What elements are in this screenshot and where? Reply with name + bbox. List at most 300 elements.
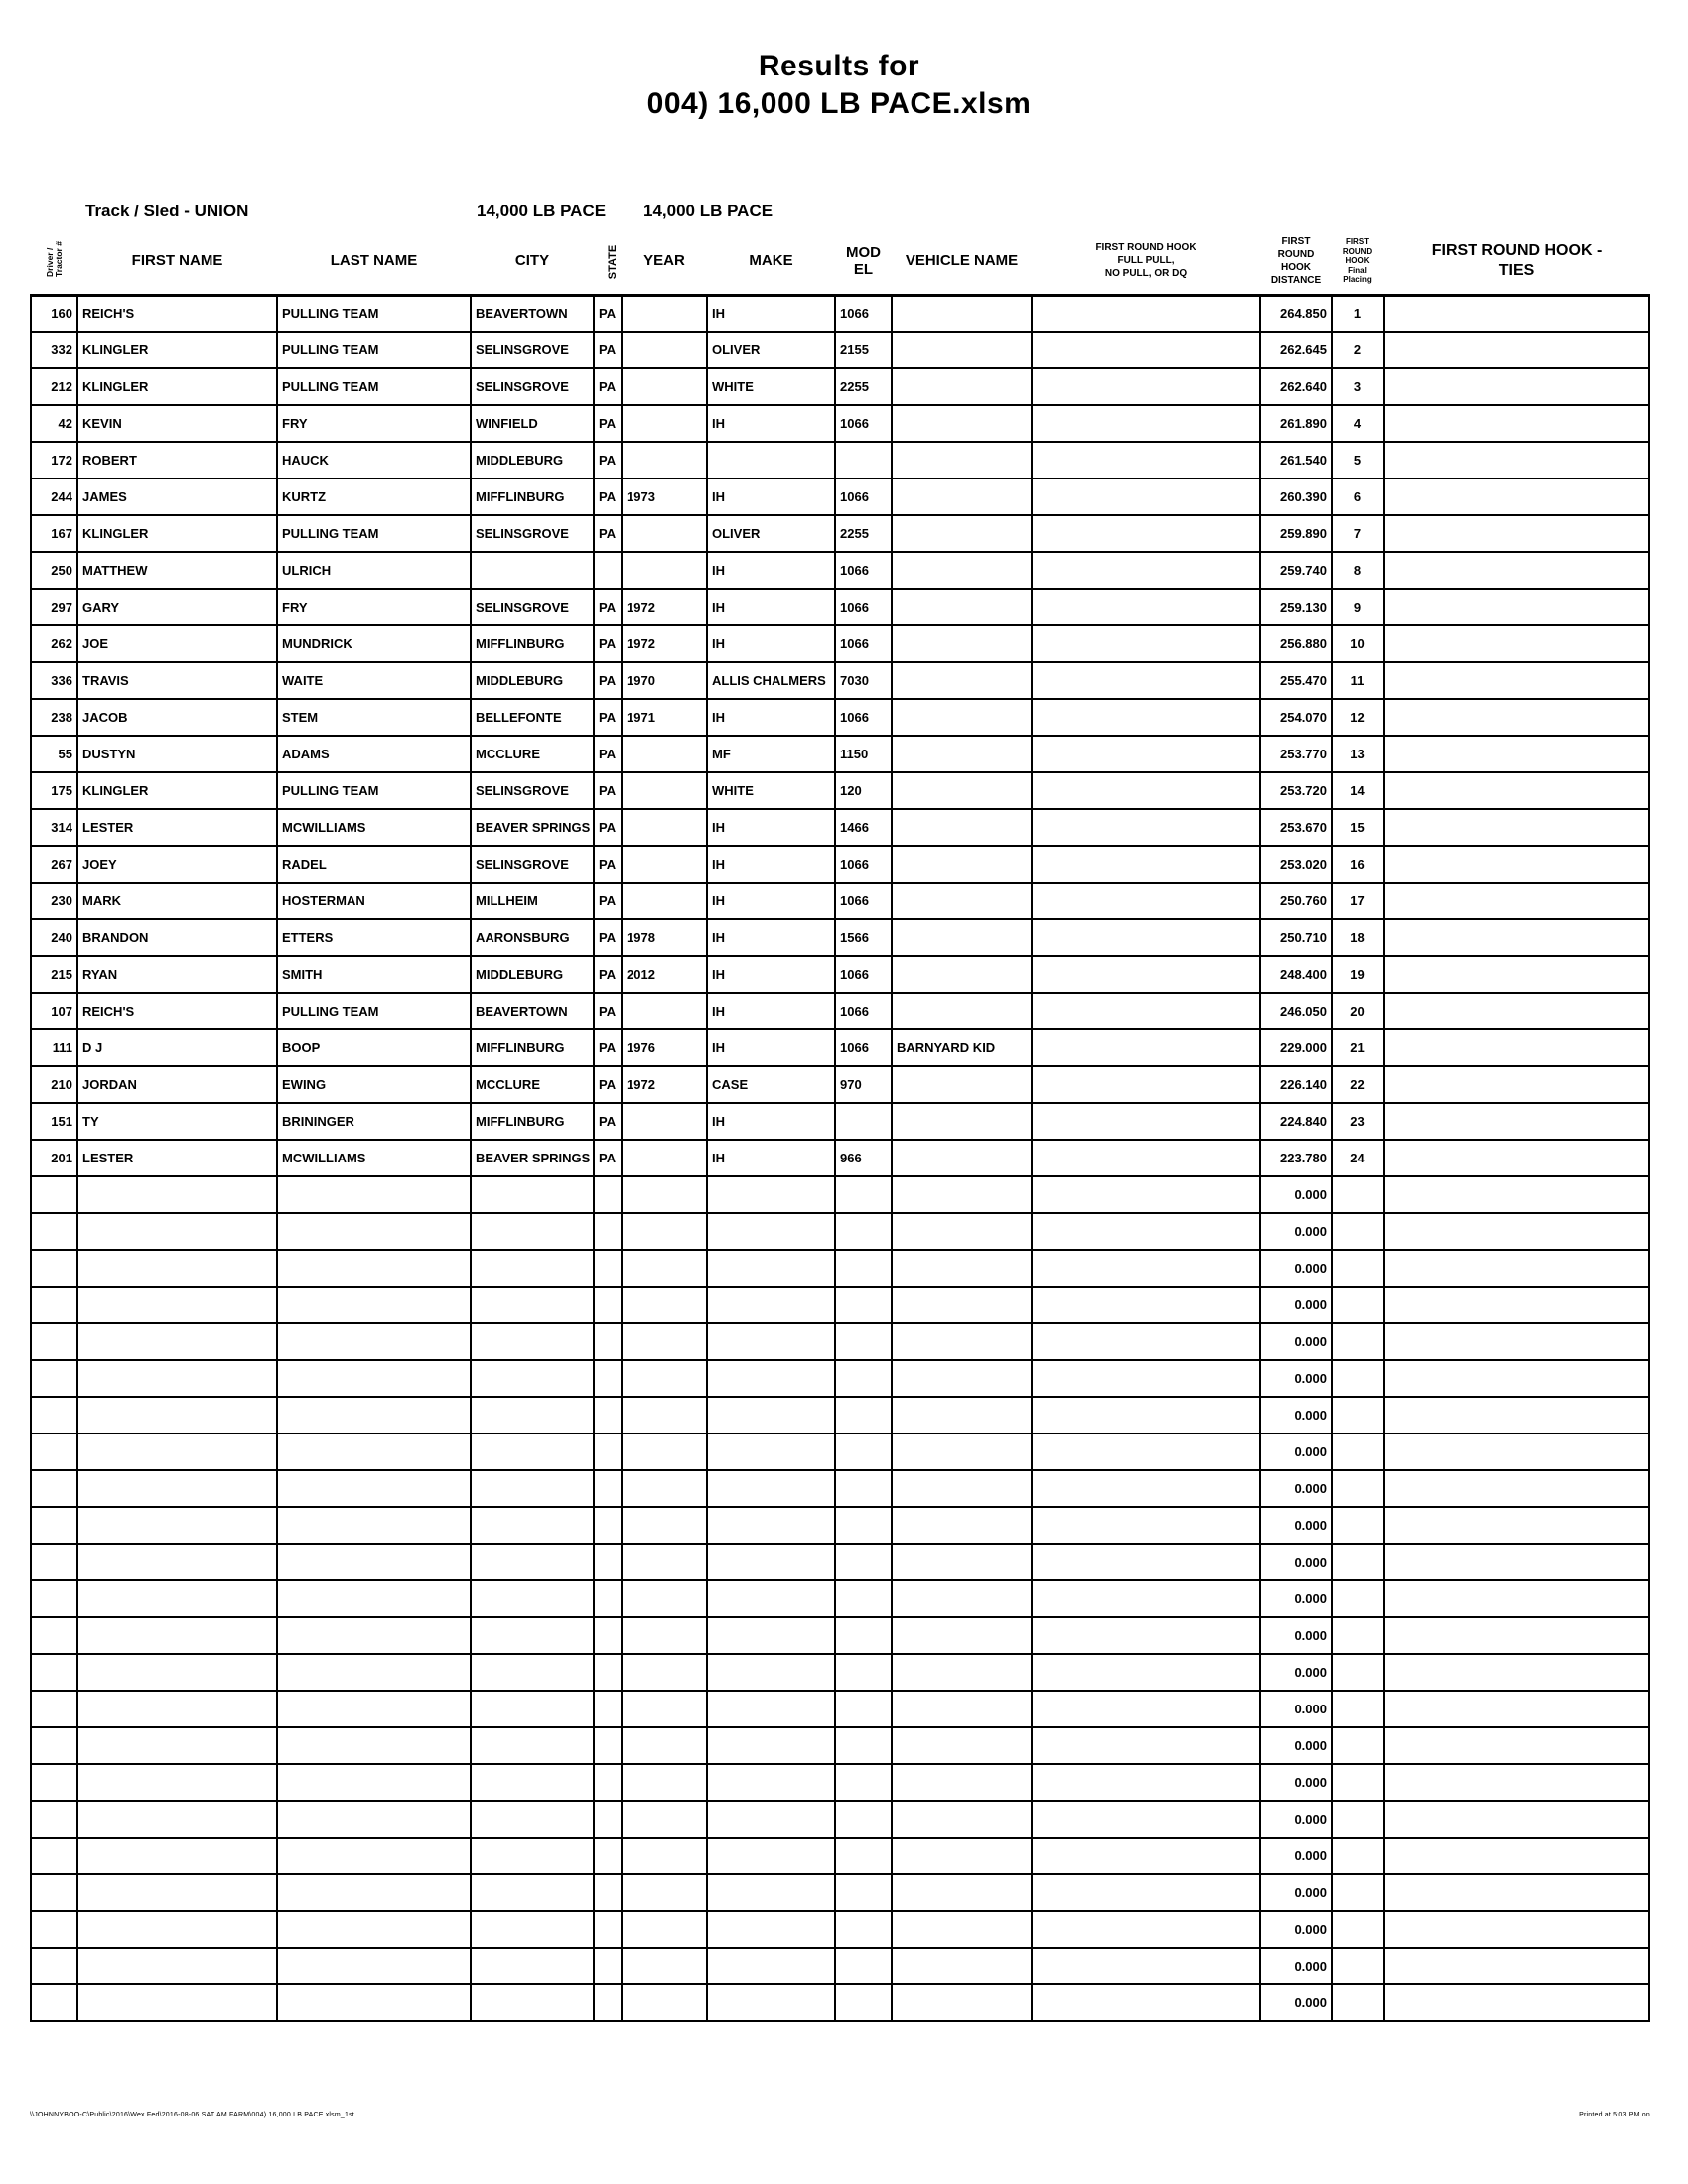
cell-state [594,1360,622,1397]
ties-label-line2: TIES [1498,261,1535,279]
cell-state [594,1838,622,1874]
cell-city: BEAVERTOWN [471,993,594,1029]
table-row [31,1140,1649,1176]
cell-first-name [77,1617,277,1654]
cell-model [835,1250,892,1287]
cell-city: MIFFLINBURG [471,1029,594,1066]
cell-make [707,1397,835,1433]
cell-first-round-hook-ties [1384,1029,1649,1066]
cell-model: 1066 [835,478,892,515]
cell-make: CASE [707,1066,835,1103]
table-row-empty [31,1801,1649,1838]
cell-driver-number [31,1617,77,1654]
cell-vehicle-name [892,1213,1032,1250]
cell-city: SELINSGROVE [471,368,594,405]
cell-year [622,1801,707,1838]
table-row-empty [31,1213,1649,1250]
cell-first-round-hook-placing: 18 [1332,919,1384,956]
cell-state [594,1654,622,1691]
cell-model: 1066 [835,1029,892,1066]
cell-make [707,1433,835,1470]
cell-make: IH [707,699,835,736]
cell-last-name: PULLING TEAM [277,993,471,1029]
cell-driver-number [31,1984,77,2021]
cell-first-round-hook-placing [1332,1323,1384,1360]
cell-first-round-hook-ties [1384,1874,1649,1911]
cell-first-round-hook-ties [1384,368,1649,405]
cell-first-name: KEVIN [77,405,277,442]
cell-first-round-hook-ties [1384,1727,1649,1764]
cell-make: IH [707,552,835,589]
cell-first-round-hook-result [1032,442,1260,478]
cell-vehicle-name [892,625,1032,662]
cell-first-round-hook-ties [1384,589,1649,625]
cell-first-round-hook-ties [1384,1507,1649,1544]
cell-driver-number: 210 [31,1066,77,1103]
cell-city: SELINSGROVE [471,772,594,809]
cell-year [622,1691,707,1727]
cell-model: 970 [835,1066,892,1103]
cell-year [622,405,707,442]
cell-first-round-hook-result [1032,1948,1260,1984]
cell-vehicle-name [892,1287,1032,1323]
cell-year [622,993,707,1029]
cell-state [594,1801,622,1838]
cell-year: 1978 [622,919,707,956]
cell-first-round-hook-distance: 226.140 [1260,1066,1332,1103]
cell-city [471,1397,594,1433]
cell-state [594,1874,622,1911]
cell-make [707,1176,835,1213]
full-pull-label-line3: NO PULL, OR DQ [1104,268,1188,280]
cell-first-round-hook-result [1032,1213,1260,1250]
cell-model: 1066 [835,625,892,662]
cell-first-round-hook-placing: 11 [1332,662,1384,699]
cell-state [594,1617,622,1654]
table-row-empty [31,1323,1649,1360]
cell-driver-number: 167 [31,515,77,552]
cell-vehicle-name [892,589,1032,625]
header-state [594,228,622,295]
cell-year [622,772,707,809]
cell-city: AARONSBURG [471,919,594,956]
table-row [31,442,1649,478]
placing-label-line1: FIRST [1345,237,1370,246]
cell-state [594,1397,622,1433]
cell-driver-number: 160 [31,295,77,332]
table-row [31,699,1649,736]
cell-year [622,1507,707,1544]
table-row-empty [31,1727,1649,1764]
cell-first-name [77,1911,277,1948]
cell-make: MF [707,736,835,772]
full-pull-label-line2: FULL PULL, [1117,255,1175,267]
cell-first-round-hook-result [1032,993,1260,1029]
cell-year [622,1580,707,1617]
cell-state: PA [594,295,622,332]
cell-first-round-hook-distance: 253.770 [1260,736,1332,772]
cell-first-round-hook-distance: 250.760 [1260,883,1332,919]
cell-first-round-hook-distance: 0.000 [1260,1617,1332,1654]
cell-make [707,1764,835,1801]
cell-first-round-hook-distance: 260.390 [1260,478,1332,515]
cell-last-name [277,1801,471,1838]
cell-first-name: LESTER [77,1140,277,1176]
table-row-empty [31,1580,1649,1617]
table-row [31,809,1649,846]
cell-last-name: FRY [277,589,471,625]
cell-vehicle-name [892,993,1032,1029]
cell-city: MIDDLEBURG [471,442,594,478]
cell-first-round-hook-ties [1384,1580,1649,1617]
cell-make: IH [707,1029,835,1066]
cell-make [707,1691,835,1727]
cell-first-round-hook-result [1032,1580,1260,1617]
table-row-empty [31,1984,1649,2021]
cell-first-name [77,1250,277,1287]
cell-first-round-hook-distance: 253.020 [1260,846,1332,883]
cell-first-round-hook-result [1032,625,1260,662]
cell-first-round-hook-ties [1384,1764,1649,1801]
cell-first-round-hook-ties [1384,1397,1649,1433]
cell-last-name: STEM [277,699,471,736]
cell-first-round-hook-ties [1384,699,1649,736]
cell-first-round-hook-result [1032,846,1260,883]
cell-model: 1066 [835,295,892,332]
cell-city [471,1801,594,1838]
header-first-round-hook-placing [1332,228,1384,295]
cell-vehicle-name [892,295,1032,332]
cell-model [835,1984,892,2021]
cell-first-round-hook-distance: 250.710 [1260,919,1332,956]
cell-first-name: JAMES [77,478,277,515]
cell-first-round-hook-placing [1332,1727,1384,1764]
table-row-empty [31,1544,1649,1580]
cell-last-name [277,1176,471,1213]
header-city: CITY [471,228,594,295]
cell-model [835,1287,892,1323]
cell-driver-number: 336 [31,662,77,699]
cell-first-round-hook-result [1032,1470,1260,1507]
cell-city [471,1470,594,1507]
cell-state: PA [594,478,622,515]
cell-last-name: ADAMS [277,736,471,772]
driver-label-line1: Driver / [44,247,55,278]
cell-first-round-hook-placing [1332,1580,1384,1617]
cell-first-round-hook-placing: 1 [1332,295,1384,332]
cell-first-round-hook-result [1032,1507,1260,1544]
cell-first-round-hook-distance: 0.000 [1260,1727,1332,1764]
cell-year: 1972 [622,589,707,625]
cell-driver-number [31,1323,77,1360]
cell-first-round-hook-ties [1384,1654,1649,1691]
cell-first-round-hook-ties [1384,1617,1649,1654]
cell-first-round-hook-distance: 256.880 [1260,625,1332,662]
cell-make: IH [707,1103,835,1140]
cell-driver-number [31,1360,77,1397]
cell-driver-number: 107 [31,993,77,1029]
class-label-2: 14,000 LB PACE [643,202,774,220]
cell-first-round-hook-placing [1332,1874,1384,1911]
cell-year [622,1911,707,1948]
cell-city: SELINSGROVE [471,589,594,625]
cell-make: IH [707,919,835,956]
cell-year [622,1250,707,1287]
cell-first-name: JACOB [77,699,277,736]
cell-first-round-hook-ties [1384,956,1649,993]
cell-make [707,1654,835,1691]
cell-first-round-hook-ties [1384,919,1649,956]
cell-state [594,1287,622,1323]
cell-first-round-hook-ties [1384,993,1649,1029]
cell-year [622,368,707,405]
cell-make [707,1984,835,2021]
cell-first-round-hook-distance: 0.000 [1260,1801,1332,1838]
cell-make: IH [707,295,835,332]
cell-last-name: HAUCK [277,442,471,478]
cell-first-round-hook-placing [1332,1764,1384,1801]
cell-vehicle-name [892,1433,1032,1470]
cell-driver-number: 42 [31,405,77,442]
cell-first-round-hook-distance: 0.000 [1260,1654,1332,1691]
cell-first-round-hook-result [1032,1433,1260,1470]
cell-driver-number: 111 [31,1029,77,1066]
driver-tractor-rotated-label [46,241,64,277]
cell-first-round-hook-distance: 264.850 [1260,295,1332,332]
cell-year [622,1360,707,1397]
cell-state [594,1984,622,2021]
cell-make: WHITE [707,772,835,809]
cell-state: PA [594,662,622,699]
cell-driver-number [31,1470,77,1507]
cell-driver-number: 332 [31,332,77,368]
cell-city [471,1433,594,1470]
cell-year [622,1544,707,1580]
cell-model [835,1911,892,1948]
cell-model [835,442,892,478]
cell-state [594,1544,622,1580]
cell-city: MCCLURE [471,736,594,772]
class-label-1: 14,000 LB PACE [477,202,607,220]
cell-last-name: KURTZ [277,478,471,515]
header-first-round-hook-result [1032,228,1260,295]
cell-state: PA [594,956,622,993]
cell-driver-number: 151 [31,1103,77,1140]
cell-vehicle-name [892,1250,1032,1287]
cell-state: PA [594,1066,622,1103]
cell-driver-number [31,1287,77,1323]
cell-city: BEAVER SPRINGS [471,809,594,846]
cell-first-round-hook-placing: 4 [1332,405,1384,442]
cell-first-round-hook-result [1032,1397,1260,1433]
distance-label-line3: HOOK [1281,261,1311,273]
cell-first-round-hook-ties [1384,1801,1649,1838]
cell-first-round-hook-result [1032,1287,1260,1323]
placing-label-line5: Placing [1343,275,1372,284]
cell-state: PA [594,699,622,736]
cell-last-name [277,1213,471,1250]
cell-first-round-hook-ties [1384,1838,1649,1874]
cell-year [622,1213,707,1250]
cell-make [707,1580,835,1617]
cell-city [471,1874,594,1911]
cell-first-round-hook-ties [1384,332,1649,368]
cell-state: PA [594,736,622,772]
cell-last-name [277,1764,471,1801]
cell-year: 2012 [622,956,707,993]
cell-make: WHITE [707,368,835,405]
cell-city [471,1176,594,1213]
header-vehicle-name: VEHICLE NAME [892,228,1032,295]
cell-first-round-hook-ties [1384,478,1649,515]
cell-first-round-hook-distance: 0.000 [1260,1507,1332,1544]
cell-first-round-hook-ties [1384,1323,1649,1360]
placing-label-line4: Final [1348,265,1367,275]
cell-first-round-hook-result [1032,1727,1260,1764]
cell-first-round-hook-result [1032,1140,1260,1176]
cell-last-name [277,1617,471,1654]
cell-last-name: PULLING TEAM [277,515,471,552]
cell-driver-number: 250 [31,552,77,589]
driver-label-line2: Tractor # [53,241,64,278]
cell-city [471,1948,594,1984]
cell-driver-number: 267 [31,846,77,883]
cell-first-round-hook-placing: 21 [1332,1029,1384,1066]
table-row [31,956,1649,993]
cell-first-name [77,1287,277,1323]
cell-first-round-hook-placing [1332,1360,1384,1397]
cell-year: 1973 [622,478,707,515]
cell-year [622,1948,707,1984]
cell-first-round-hook-result [1032,478,1260,515]
cell-first-round-hook-distance: 0.000 [1260,1580,1332,1617]
cell-first-round-hook-placing: 15 [1332,809,1384,846]
header-year: YEAR [622,228,707,295]
cell-make [707,1727,835,1764]
cell-first-name: TRAVIS [77,662,277,699]
table-row [31,662,1649,699]
cell-first-round-hook-distance: 0.000 [1260,1287,1332,1323]
cell-first-round-hook-distance: 0.000 [1260,1764,1332,1801]
cell-first-name [77,1764,277,1801]
table-row-empty [31,1654,1649,1691]
cell-first-round-hook-ties [1384,772,1649,809]
cell-first-round-hook-result [1032,1544,1260,1580]
cell-first-name [77,1323,277,1360]
table-row-empty [31,1176,1649,1213]
cell-vehicle-name [892,1323,1032,1360]
cell-make [707,1213,835,1250]
cell-make: ALLIS CHALMERS [707,662,835,699]
cell-model: 1466 [835,809,892,846]
cell-first-round-hook-ties [1384,1984,1649,2021]
cell-year [622,552,707,589]
table-row [31,993,1649,1029]
cell-driver-number: 238 [31,699,77,736]
cell-last-name: MCWILLIAMS [277,1140,471,1176]
cell-last-name: EWING [277,1066,471,1103]
cell-first-round-hook-ties [1384,625,1649,662]
model-label-line1: MOD [846,243,881,261]
cell-first-round-hook-ties [1384,1691,1649,1727]
cell-first-round-hook-result [1032,1764,1260,1801]
cell-first-round-hook-ties [1384,552,1649,589]
cell-state [594,1764,622,1801]
cell-driver-number [31,1507,77,1544]
cell-first-name [77,1213,277,1250]
table-row-empty [31,1287,1649,1323]
cell-first-name [77,1433,277,1470]
cell-vehicle-name [892,1544,1032,1580]
cell-first-round-hook-distance: 0.000 [1260,1176,1332,1213]
cell-last-name [277,1580,471,1617]
cell-last-name: RADEL [277,846,471,883]
cell-first-round-hook-distance: 0.000 [1260,1544,1332,1580]
cell-last-name [277,1874,471,1911]
cell-first-round-hook-distance: 259.890 [1260,515,1332,552]
cell-model: 2155 [835,332,892,368]
cell-make: OLIVER [707,332,835,368]
cell-state: PA [594,809,622,846]
cell-city [471,1287,594,1323]
cell-driver-number: 240 [31,919,77,956]
table-row [31,332,1649,368]
cell-first-round-hook-distance: 0.000 [1260,1984,1332,2021]
table-row [31,552,1649,589]
cell-model [835,1433,892,1470]
cell-state [594,1727,622,1764]
cell-first-round-hook-result [1032,295,1260,332]
cell-make: IH [707,478,835,515]
table-row-empty [31,1470,1649,1507]
cell-first-round-hook-distance: 259.130 [1260,589,1332,625]
cell-first-round-hook-placing: 8 [1332,552,1384,589]
cell-first-round-hook-placing [1332,1397,1384,1433]
cell-vehicle-name [892,1140,1032,1176]
cell-driver-number [31,1250,77,1287]
cell-first-round-hook-result [1032,589,1260,625]
cell-first-name [77,1580,277,1617]
cell-vehicle-name [892,442,1032,478]
cell-driver-number: 244 [31,478,77,515]
cell-driver-number: 262 [31,625,77,662]
cell-vehicle-name [892,956,1032,993]
cell-first-name: TY [77,1103,277,1140]
table-row [31,1029,1649,1066]
cell-vehicle-name [892,1691,1032,1727]
cell-first-round-hook-placing: 16 [1332,846,1384,883]
table-row [31,1103,1649,1140]
table-row [31,589,1649,625]
cell-vehicle-name [892,1470,1032,1507]
cell-first-name: KLINGLER [77,368,277,405]
cell-model: 120 [835,772,892,809]
cell-vehicle-name [892,1654,1032,1691]
cell-vehicle-name [892,1764,1032,1801]
cell-model: 7030 [835,662,892,699]
cell-city [471,1727,594,1764]
cell-first-round-hook-placing: 5 [1332,442,1384,478]
cell-first-round-hook-placing [1332,1213,1384,1250]
cell-first-round-hook-distance: 0.000 [1260,1838,1332,1874]
cell-model [835,1617,892,1654]
cell-state [594,1176,622,1213]
cell-make: IH [707,956,835,993]
cell-state: PA [594,993,622,1029]
cell-first-round-hook-ties [1384,1911,1649,1948]
cell-first-round-hook-result [1032,552,1260,589]
cell-model [835,1691,892,1727]
